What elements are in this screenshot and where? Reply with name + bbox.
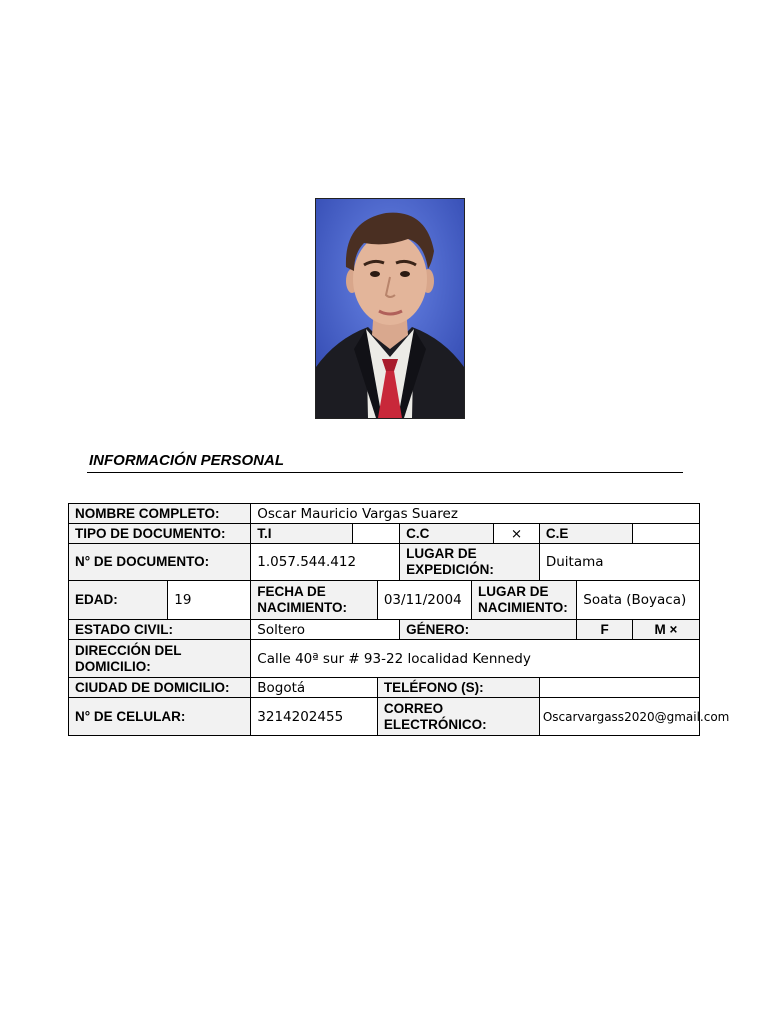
celular-value: 3214202455	[251, 698, 378, 736]
ce-checkbox	[632, 524, 699, 544]
correo-value: Oscarvargass2020@gmail.com	[539, 698, 699, 736]
ciudad-label: CIUDAD DE DOMICILIO:	[69, 678, 251, 698]
lugar-nacimiento-label: LUGAR DE NACIMIENTO:	[472, 581, 577, 620]
row-direccion	[69, 640, 700, 678]
profile-photo-image	[316, 199, 464, 418]
row-numero-documento	[69, 544, 700, 581]
section-title: INFORMACIÓN PERSONAL	[89, 452, 284, 469]
estado-civil-label: ESTADO CIVIL:	[69, 620, 251, 640]
nombre-value: Oscar Mauricio Vargas Suarez	[251, 504, 700, 524]
numero-documento-label: N° DE DOCUMENTO:	[69, 544, 251, 581]
fecha-nacimiento-label: FECHA DE NACIMIENTO:	[251, 581, 378, 620]
tipo-documento-label: TIPO DE DOCUMENTO:	[69, 524, 251, 544]
estado-civil-value: Soltero	[251, 620, 400, 640]
genero-label: GÉNERO:	[400, 620, 577, 640]
ti-label: T.I	[251, 524, 352, 544]
direccion-label: DIRECCIÓN DEL DOMICILIO:	[69, 640, 251, 678]
celular-label: N° DE CELULAR:	[69, 698, 251, 736]
edad-label: EDAD:	[69, 581, 168, 620]
genero-f-option: F	[577, 620, 633, 640]
row-estado-civil	[69, 620, 700, 640]
row-celular	[69, 698, 700, 736]
row-nombre	[69, 504, 700, 524]
personal-info-table	[68, 503, 730, 736]
nombre-label: NOMBRE COMPLETO:	[69, 504, 251, 524]
row-tipo-documento	[69, 524, 700, 544]
direccion-value: Calle 40ª sur # 93-22 localidad Kennedy	[251, 640, 700, 678]
lugar-nacimiento-value: Soata (Boyaca)	[577, 581, 700, 620]
section-divider	[87, 472, 683, 473]
lugar-expedicion-value: Duitama	[539, 544, 699, 581]
ciudad-value: Bogotá	[251, 678, 378, 698]
edad-value: 19	[168, 581, 251, 620]
ti-checkbox	[352, 524, 400, 544]
correo-label: CORREO ELECTRÓNICO:	[377, 698, 539, 736]
cc-label: C.C	[400, 524, 494, 544]
lugar-expedicion-label: LUGAR DE EXPEDICIÓN:	[400, 544, 540, 581]
telefono-value	[539, 678, 699, 698]
numero-documento-value: 1.057.544.412	[251, 544, 400, 581]
ce-label: C.E	[539, 524, 632, 544]
profile-photo	[315, 198, 465, 419]
telefono-label: TELÉFONO (S):	[377, 678, 539, 698]
row-edad	[69, 581, 700, 620]
row-ciudad	[69, 678, 700, 698]
genero-m-option: M ×	[632, 620, 699, 640]
cc-checkbox: ×	[494, 524, 540, 544]
fecha-nacimiento-value: 03/11/2004	[377, 581, 471, 620]
